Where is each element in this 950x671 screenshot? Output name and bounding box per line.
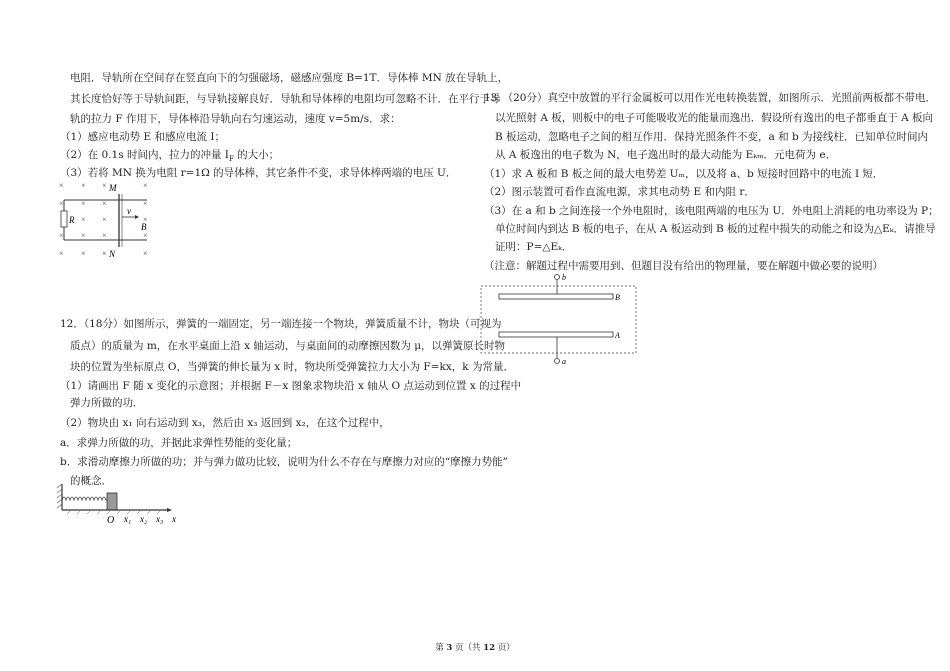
fig3-label-A: A [615,331,620,340]
fig1-cross-4: × [143,181,148,190]
fig-rail-circuit [55,180,165,265]
fig2-label-x: x [172,514,176,524]
fig1-cross-9: × [81,215,86,224]
fig1-cross-15: × [143,231,148,240]
q13-part-2: （2）图示装置可看作直流电源，求其电动势 E 和内阻 r． [484,186,755,198]
q12-line-8: b．求滑动摩擦力所做的功；并与弹力做功比较，说明为什么不存在与摩擦力对应的“摩擦力势能” [60,456,508,468]
fig1-velocity-arrowhead [135,215,139,219]
q11-part-1: （1）感应电动势 E 和感应电流 I； [60,131,226,143]
fig2-block [107,493,117,510]
q12-line-4: （1）请画出 F 随 x 变化的示意图；并根据 F－x 图象求物块沿 x 轴从 O 点运动到位置 x 的过程中 [60,380,522,392]
q12-line-2: 质点）的质量为 m，在水平桌面上沿 x 轴运动，与桌面间的动摩擦因数为 μ，以弹簧原长时物 [70,340,506,352]
q12-line-9: 的概念． [70,475,112,487]
fig3-terminal-b [555,275,560,280]
fig1-cross-14: × [102,231,107,240]
fig-parallel-plates [480,270,640,370]
q13-line-1: 13．（20分）真空中放置的平行金属板可以用作光电转换装置，如图所示．光照前两板都不带电． [484,92,936,104]
fig1-cross-7: × [102,199,107,208]
fig1-cross-10: × [102,215,107,224]
fig1-resistor [61,211,67,227]
fig2-label-O: O [107,515,115,526]
q11-line-1: 电阻．导轨所在空间存在竖直向下的匀强磁场，磁感应强度 B=1T．导体棒 MN 放在导轨上， [70,72,509,84]
fig1-cross-19: × [143,249,148,258]
fig1-cross-8: × [143,199,148,208]
q11-line-2: 其长度恰好等于导轨间距，与导轨接解良好．导轨和导体棒的电阻均可忽略不计．在平行于导 [70,93,501,105]
q11-line-3: 轨的拉力 F 作用下，导体棒沿导轨向右匀速运动，速度 v=5m/s．求： [70,113,401,125]
q12-line-3: 块的位置为坐标原点 O，当弹簧的伸长量为 x 时，物块所受弹簧拉力大小为 F=kx，k 为常量． [70,361,514,373]
q11-part-3: （3）若将 MN 换为电阻 r=1Ω 的导体棒，其它条件不变，求导体棒两端的电压 U． [60,167,457,179]
fig3-label-B: B [615,293,620,302]
fig1-label-N: N [109,249,116,259]
fig3-terminal-a [555,359,560,364]
fig2-spring [62,497,110,500]
fig1-cross-6: × [81,199,86,208]
fig1-label-B: B [141,222,147,232]
fig3-plate-A [499,332,613,337]
footer-page-number: 3 [446,643,453,653]
fig1-cross-1: × [59,181,64,190]
q13-part-1: （1）求 A 板和 B 板之间的最大电势差 Uₘ，以及将 a、b 短接时回路中的电流 I 短． [484,168,884,180]
fig-spring-block [55,478,185,526]
q11-part-2: （2）在 0.1s 时间内，拉力的冲量 $I_F$ 的大小； [60,149,280,164]
q13-line-2: 以光照射 A 板，则板中的电子可能吸收光的能量而逸出．假设所有逸出的电子都垂直于 A 板向 [495,112,934,124]
fig1-cross-17: × [81,249,86,258]
fig1-cross-18: × [102,249,107,258]
fig2-x-axis-arrowhead [167,508,172,512]
q13-note: （注意：解题过程中需要用到、但题目没有给出的物理量，要在解题中做必要的说明） [484,260,883,272]
fig2-label-x1: x₁ [124,514,132,524]
fig1-label-M: M [109,183,117,193]
fig3-plate-B [499,294,613,299]
q13-line-4: 从 A 板逸出的电子数为 N，电子逸出时的最大动能为 Eₖₘ．元电荷为 e． [495,149,837,161]
footer-total-pages: 12 [483,643,496,653]
fig1-cross-16: × [59,249,64,258]
fig1-cross-3: × [102,181,107,190]
fig3-label-b: b [562,273,566,282]
fig1-label-v: v [127,206,131,216]
fig1-cross-13: × [81,231,86,240]
q13-line-3: B 板运动，忽略电子之间的相互作用．保持光照条件不变，a 和 b 为接线柱．已知单位时间内 [495,131,929,143]
fig1-cross-5: × [59,199,64,208]
q13-part-3-cont: 单位时间内到达 B 板的电子，在从 A 板运动到 B 板的过程中损失的动能之和设为△Eₖ．请推导 [495,223,936,235]
fig2-label-x3: x₃ [156,514,164,524]
fig1-cross-12: × [59,231,64,240]
q12-line-6: （2）物块由 x₁ 向右运动到 x₃，然后由 x₃ 返回到 x₂，在这个过程中， [60,417,390,429]
q12-line-7: a．求弹力所做的功，并据此求弹性势能的变化量； [60,437,298,449]
q12-line-5: 弹力所做的功． [70,397,144,409]
fig1-cross-11: × [143,215,148,224]
fig1-label-R: R [69,215,75,225]
fig3-label-a: a [562,357,566,366]
fig2-label-x2: x₂ [140,514,148,524]
q13-part-3-proof: 证明：P=△Eₖ． [495,241,573,253]
q12-line-1: 12．（18分）如图所示，弹簧的一端固定，另一端连接一个物块，弹簧质量不计，物块（可视为 [60,318,502,330]
q13-part-3: （3）在 a 和 b 之间连接一个外电阻时，该电阻两端的电压为 U．外电阻上消耗的电功率设为 P； [484,205,939,217]
page-footer: 第 3 页（共 12 页） [435,643,515,653]
fig1-cross-2: × [81,181,86,190]
